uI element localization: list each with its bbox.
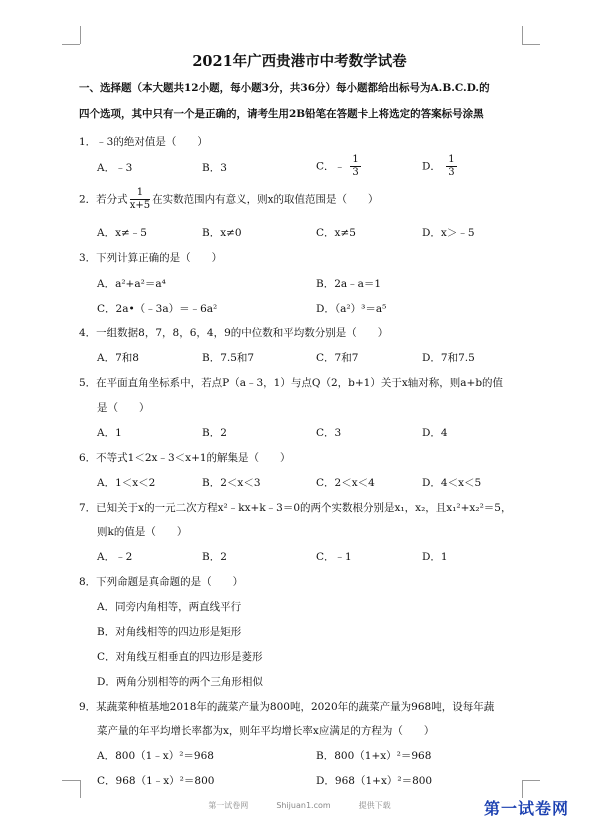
- question-6-stem: 6．不等式1＜2x﹣3＜x+1的解集是（ ）: [79, 452, 291, 464]
- fraction-numerator: 1: [448, 154, 455, 165]
- q9-option-b: B．800（1+x）²＝968: [316, 750, 432, 762]
- q7-option-d: D．1: [422, 551, 448, 563]
- footer-mid: Shijuan1.com: [276, 801, 331, 810]
- crop-mark: [62, 780, 80, 781]
- fraction: [446, 155, 456, 178]
- q2-stem-post: 在实数范围内有意义，则x的取值范围是（ ）: [152, 193, 379, 206]
- q4-option-a: A．7和8: [97, 352, 139, 364]
- q1-option-a: A．﹣3: [97, 162, 133, 174]
- q3-option-c: C．2a•（﹣3a）＝﹣6a²: [97, 303, 218, 315]
- fraction-denominator: 3: [448, 167, 455, 178]
- section-instructions-line1: 一、选择题（本大题共12小题，每小题3分，共36分）每小题都给出标号为A.B.C.D.的: [79, 82, 490, 94]
- question-7-stem-line1: 7．已知关于x的一元二次方程x²﹣kx+k﹣3＝0的两个实数根分别是x₁，x₂，且x₁²+x₂²＝5，: [79, 502, 512, 514]
- q5-option-a: A．1: [97, 427, 122, 439]
- question-1-stem: 1．﹣3的绝对值是（ ）: [79, 136, 208, 148]
- fraction: [350, 155, 360, 178]
- question-9-stem-line1: 9．某蔬菜种植基地2018年的蔬菜产量为800吨，2020年的蔬菜产量为968吨，设每年蔬: [79, 701, 495, 713]
- q8-option-c: C．对角线互相垂直的四边形是菱形: [97, 651, 263, 663]
- q3-option-b: B．2a﹣a＝1: [316, 278, 382, 290]
- q7-option-a: A．﹣2: [97, 551, 133, 563]
- q5-option-b: B．2: [202, 427, 227, 439]
- question-5-stem-line2: 是（ ）: [97, 402, 150, 414]
- page-title: 2021年广西贵港市中考数学试卷: [192, 53, 407, 70]
- question-2-stem: [79, 188, 379, 211]
- q1-option-c: [316, 155, 363, 178]
- q1-option-c-label: C．﹣: [316, 160, 346, 173]
- q9-option-d: D．968（1+x）²＝800: [316, 775, 433, 787]
- q4-option-c: C．7和7: [316, 352, 359, 364]
- fraction-denominator: 3: [352, 167, 359, 178]
- question-8-stem: 8．下列命题是真命题的是（ ）: [79, 576, 244, 588]
- footer-left: 第一试卷网: [208, 801, 249, 810]
- q9-option-a: A．800（1﹣x）²＝968: [97, 750, 214, 762]
- q7-option-c: C．﹣1: [316, 551, 352, 563]
- crop-mark: [80, 780, 81, 798]
- q3-option-a: A．a²+a²＝a⁴: [97, 278, 166, 290]
- q4-option-b: B．7.5和7: [202, 352, 255, 364]
- crop-mark: [80, 26, 81, 44]
- question-5-stem-line1: 5．在平面直角坐标系中，若点P（a﹣3，1）与点Q（2，b+1）关于x轴对称，则a+b的值: [79, 377, 504, 389]
- watermark-logo: 第一试卷网: [484, 799, 570, 818]
- question-3-stem: 3．下列计算正确的是（ ）: [79, 252, 223, 264]
- q5-option-d: D．4: [422, 427, 448, 439]
- crop-mark: [522, 44, 540, 45]
- q9-option-c: C．968（1﹣x）²＝800: [97, 775, 215, 787]
- question-4-stem: 4．一组数据8，7，8，6，4，9的中位数和平均数分别是（ ）: [79, 327, 389, 339]
- fraction-numerator: 1: [352, 154, 359, 165]
- crop-mark: [522, 780, 540, 781]
- q2-option-c: C．x≠5: [316, 227, 356, 239]
- q2-stem-pre: 2．若分式: [79, 193, 128, 206]
- q6-option-b: B．2＜x＜3: [202, 477, 261, 489]
- q2-option-d: D．x＞﹣5: [422, 227, 475, 239]
- q5-option-c: C．3: [316, 427, 342, 439]
- q8-option-d: D．两角分别相等的两个三角形相似: [97, 676, 263, 688]
- footer-right: 提供下载: [358, 801, 391, 810]
- q2-option-b: B．x≠0: [202, 227, 242, 239]
- q2-option-a: A．x≠﹣5: [97, 227, 147, 239]
- q6-option-d: D．4＜x＜5: [422, 477, 482, 489]
- q1-option-b: B．3: [202, 162, 227, 174]
- question-9-stem-line2: 菜产量的年平均增长率都为x，则年平均增长率x应满足的方程为（ ）: [97, 725, 435, 737]
- q8-option-a: A．同旁内角相等，两直线平行: [97, 601, 242, 613]
- fraction-denominator: x+5: [129, 200, 151, 211]
- crop-mark: [522, 26, 523, 44]
- q6-option-a: A．1＜x＜2: [97, 477, 156, 489]
- section-instructions-line2: 四个选项，其中只有一个是正确的，请考生用2B铅笔在答题卡上将选定的答案标号涂黑: [79, 108, 484, 120]
- q1-option-d-label: D．: [422, 160, 441, 173]
- q8-option-b: B．对角线相等的四边形是矩形: [97, 626, 242, 638]
- q4-option-d: D．7和7.5: [422, 352, 475, 364]
- q3-option-d: D．（a²）³＝a⁵: [316, 303, 387, 315]
- q7-option-b: B．2: [202, 551, 227, 563]
- q1-option-d: [422, 155, 459, 178]
- crop-mark: [62, 44, 80, 45]
- q6-option-c: C．2＜x＜4: [316, 477, 375, 489]
- question-7-stem-line2: 则k的值是（ ）: [97, 526, 188, 538]
- fraction-numerator: 1: [130, 188, 150, 200]
- fraction: [130, 188, 150, 211]
